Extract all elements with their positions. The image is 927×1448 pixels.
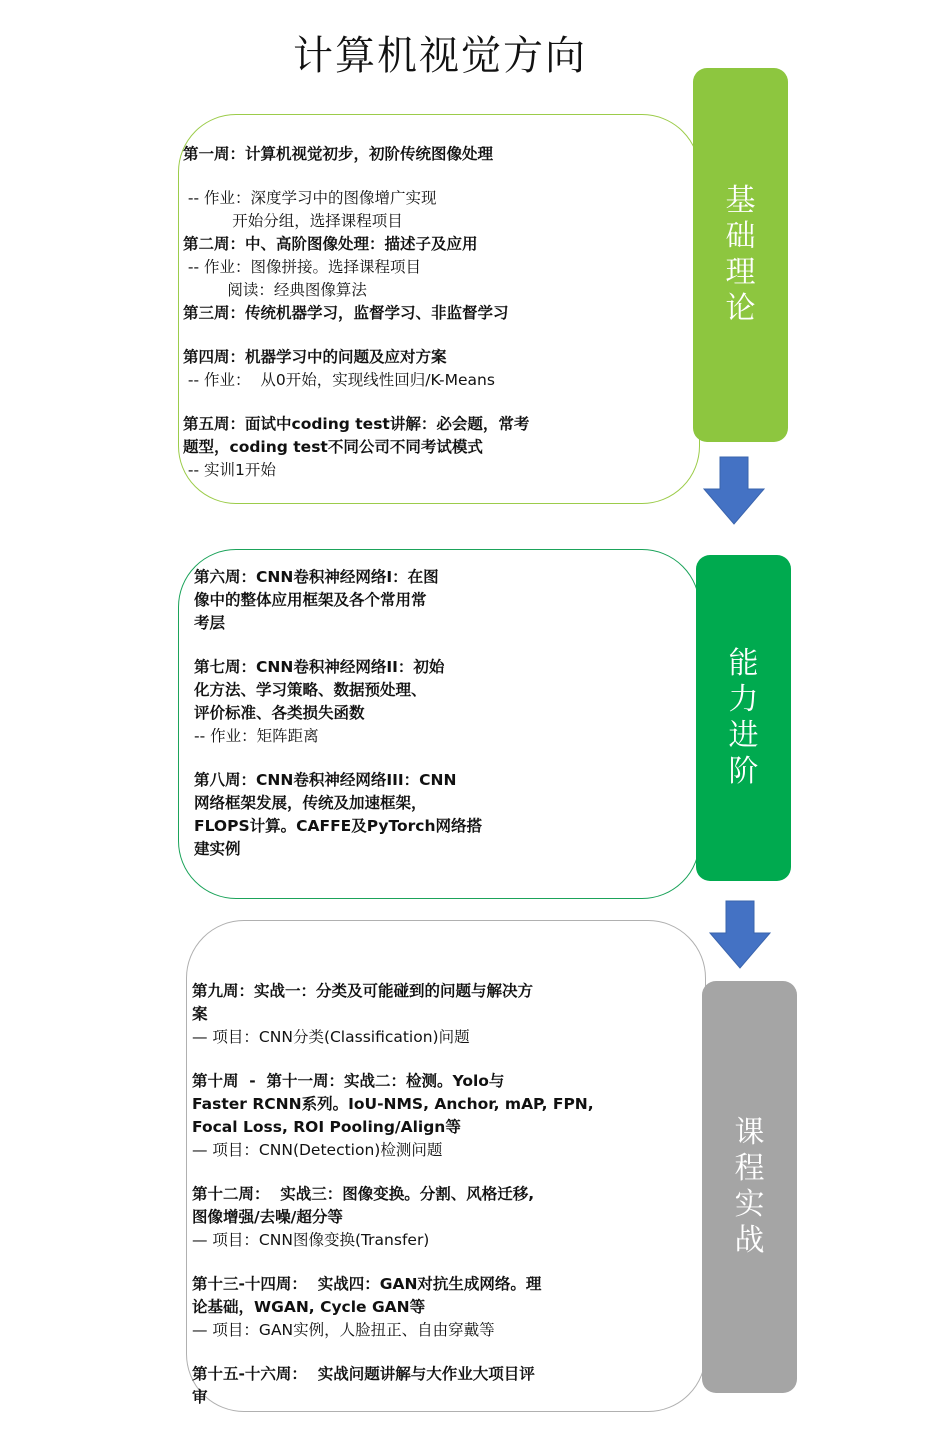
assignment-line: 开始分组，选择课程项目 xyxy=(183,212,403,230)
section-tag-3-label: 课程实战 xyxy=(734,1115,765,1258)
week-heading: 第五周：面试中coding test讲解：必会题，常考 xyxy=(183,415,530,433)
assignment-line: -- 实训1开始 xyxy=(183,461,276,479)
week-heading: 评价标准、各类损失函数 xyxy=(194,704,365,722)
week-heading: 网络框架发展，传统及加速框架， xyxy=(194,794,427,812)
line-gap xyxy=(192,1162,594,1183)
week-heading: 第十二周： 实战三：图像变换。分割、风格迁移, xyxy=(192,1185,535,1203)
week-heading: 审 xyxy=(192,1388,208,1406)
week-heading: 题型，coding test不同公司不同考试模式 xyxy=(183,438,483,456)
week-heading: 第十五-十六周： 实战问题讲解与大作业大项目评 xyxy=(192,1365,535,1383)
section-tag-1-label: 基础理论 xyxy=(725,183,756,326)
week-heading: 第七周：CNN卷积神经网络II：初始 xyxy=(194,658,445,676)
week-heading: 案 xyxy=(192,1005,208,1023)
assignment-line: -- 作业：图像拼接。选择课程项目 xyxy=(183,258,422,276)
week-heading: FLOPS计算。CAFFE及PyTorch网络搭 xyxy=(194,817,483,835)
page-title: 计算机视觉方向 xyxy=(293,33,587,79)
line-gap xyxy=(192,1342,594,1363)
week-heading: 第九周：实战一：分类及可能碰到的问题与解决方 xyxy=(192,982,534,1000)
week-heading: 建实例 xyxy=(194,840,241,858)
line-gap xyxy=(183,325,529,346)
section-tag-2-label: 能力进阶 xyxy=(728,646,759,789)
line-gap xyxy=(194,635,482,656)
assignment-line: 阅读：经典图像算法 xyxy=(183,281,367,299)
week-heading: 图像增强/去噪/超分等 xyxy=(192,1208,343,1226)
section-2-content xyxy=(194,566,482,861)
week-heading: 第六周：CNN卷积神经网络I：在图 xyxy=(194,568,439,586)
week-heading: Faster RCNN系列。IoU-NMS, Anchor, mAP, FPN, xyxy=(192,1095,594,1113)
week-heading: 第十周 - 第十一周：实战二：检测。Yolo与 xyxy=(192,1072,505,1090)
section-tag-2 xyxy=(696,555,791,881)
line-gap xyxy=(194,748,482,769)
assignment-line: — 项目：CNN图像变换(Transfer) xyxy=(192,1231,430,1249)
week-heading: 第一周：计算机视觉初步，初阶传统图像处理 xyxy=(183,145,494,163)
week-heading: 第二周：中、高阶图像处理：描述子及应用 xyxy=(183,235,478,253)
assignment-line: — 项目：CNN(Detection)检测问题 xyxy=(192,1141,443,1159)
line-gap xyxy=(183,166,529,187)
week-heading: 第八周：CNN卷积神经网络III：CNN xyxy=(194,771,457,789)
down-arrow-icon xyxy=(708,900,772,970)
week-heading: 化方法、学习策略、数据预处理、 xyxy=(194,681,427,699)
line-gap xyxy=(192,1049,594,1070)
week-heading: 像中的整体应用框架及各个常用常 xyxy=(194,591,427,609)
week-heading: 考层 xyxy=(194,614,226,632)
assignment-line: -- 作业： 从0开始，实现线性回归/K-Means xyxy=(183,371,495,389)
section-1-content xyxy=(183,143,529,482)
down-arrow-icon xyxy=(702,456,766,526)
assignment-line: — 项目：CNN分类(Classification)问题 xyxy=(192,1028,470,1046)
line-gap xyxy=(183,392,529,413)
line-gap xyxy=(192,1252,594,1273)
assignment-line: -- 作业：矩阵距离 xyxy=(194,727,319,745)
week-heading: 第十三-十四周： 实战四：GAN对抗生成网络。理 xyxy=(192,1275,542,1293)
section-3-content xyxy=(192,980,594,1409)
week-heading: 论基础，WGAN, Cycle GAN等 xyxy=(192,1298,426,1316)
section-tag-1 xyxy=(693,68,788,442)
section-tag-3 xyxy=(702,981,797,1393)
assignment-line: -- 作业：深度学习中的图像增广实现 xyxy=(183,189,437,207)
week-heading: 第四周：机器学习中的问题及应对方案 xyxy=(183,348,447,366)
week-heading: 第三周：传统机器学习，监督学习、非监督学习 xyxy=(183,304,509,322)
assignment-line: — 项目：GAN实例，人脸扭正、自由穿戴等 xyxy=(192,1321,495,1339)
week-heading: Focal Loss, ROI Pooling/Align等 xyxy=(192,1118,461,1136)
